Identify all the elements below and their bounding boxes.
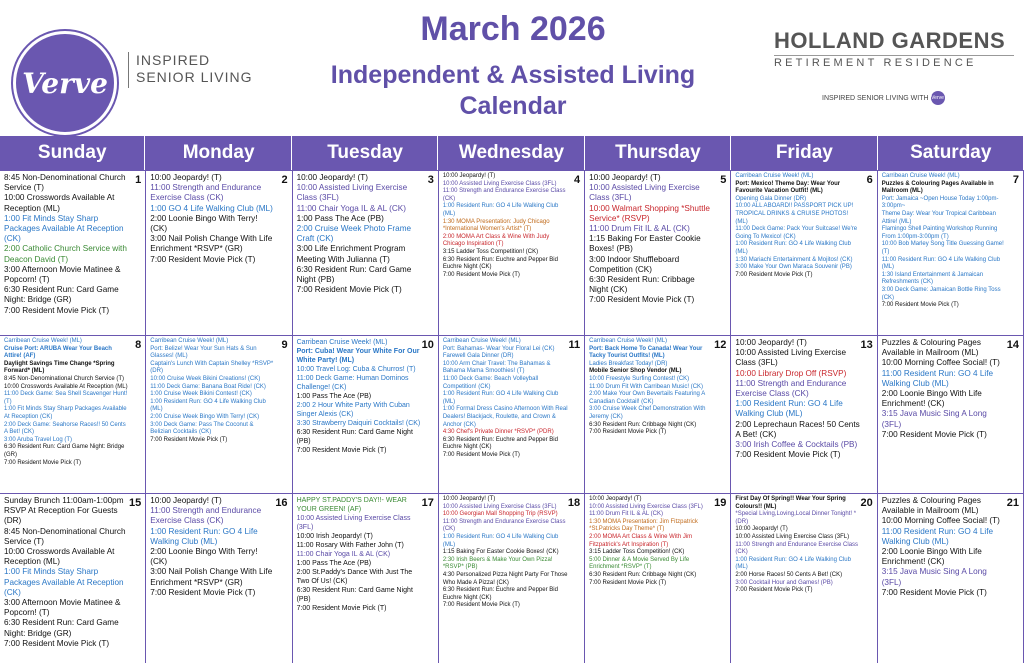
logo-tagline: INSPIRED SENIOR LIVING [136, 52, 253, 85]
day-number: 10 [421, 339, 434, 351]
logo-divider [128, 52, 129, 88]
day-number: 5 [720, 174, 727, 186]
event-item: 3:00 Cruise Week Chef Demonstration With Jeremy (CK) [589, 406, 706, 420]
event-item: 7:00 Resident Movie Pick (T) [4, 638, 110, 648]
weekday-saturday: Saturday [879, 136, 1024, 170]
event-item: Carribean Cruise Week! (ML) [296, 339, 388, 346]
event-item: 11:00 Deck Game: Pack Your Suitcase! We're Going To Mexico! (CK) [735, 226, 858, 240]
event-item: 2:00 St.Paddy's Dance With Just The Two Of Us! (CK) [296, 569, 413, 585]
event-item: 6:30 Resident Run: Card Game Night: Bridge (GR) [4, 618, 119, 638]
event-item: 10:00 Assisted Living Exercise Class (3FL) [735, 533, 850, 540]
title-subtitle: Independent & Assisted Living [330, 61, 696, 89]
event-item: 10:00 Irish Jeopardy! (T) [296, 533, 373, 540]
event-item: 6:30 Resident Run: Card Game Night (PB) [296, 429, 413, 445]
event-item: 3:00 Afternoon Movie Matinee & Popcorn! (T) [4, 598, 121, 618]
event-item: 11:00 Resident Run: GO 4 Life Walking Club (ML) [881, 526, 994, 546]
event-item: 11:00 Deck Game: Human Dominos Challenge! (CK) [296, 375, 409, 391]
event-item: 11:00 Strength and Endurance Exercise Class (CK) [442, 518, 566, 533]
event-item: Port: Jamaica ~Open House Today 1:00pm-3:00pm~ [881, 195, 999, 210]
event-item: Port: Bahamas- Wear Your Floral Lei (CK) [442, 345, 555, 352]
event-item: 1:00 Cruise Week Bikini Contest! (CK) [150, 391, 252, 398]
event-item: 1:15 Baking For Easter Cookie Boxes! (CK) [442, 549, 559, 556]
event-item: 1:30 Island Entertainment & Jamaican Refreshments (CK) [881, 271, 984, 286]
event-item: 7:00 Resident Movie Pick (T) [881, 302, 959, 309]
day-cell-19 [585, 494, 731, 663]
residence-subtitle: RETIREMENT RESIDENCE [774, 55, 1014, 69]
event-item: 2:00 Catholic Church Service with Deacon David (T) [4, 244, 127, 264]
residence-tag-text: INSPIRED SENIOR LIVING WITH [822, 94, 929, 102]
event-item: 7:00 Resident Movie Pick (T) [442, 602, 520, 609]
event-item: 3:00 Deck Game: Pass The Coconut & Belizian Cocktails (CK) [150, 421, 254, 436]
event-item: 6:30 Resident Run: Cribbage Night (CK) [589, 421, 697, 428]
event-item: 1:00 GO 4 Life Walking Club (ML) [150, 203, 273, 213]
event-item: 7:00 Resident Movie Pick (T) [442, 271, 520, 278]
event-item: 3:15 Java Music Sing A Long (3FL) [881, 567, 987, 587]
event-item: 7:00 Resident Movie Pick (T) [735, 587, 813, 594]
event-item: 1:00 Resident Run: GO 4 Life Walking Club (ML) [735, 241, 851, 255]
event-item: 2:00 Leprechaun Races! 50 Cents A Bet! (CK) [735, 419, 860, 439]
event-item: 10:00 Jeopardy! (T) [296, 173, 369, 182]
calendar-title [270, 8, 756, 121]
event-item: 3:00 Irish Coffee & Cocktails (PB) [735, 440, 858, 450]
day-number: 17 [421, 497, 434, 509]
event-item: 10:00 ALL ABOARD!! PASSPORT PICK UP! TROPICAL DRINKS & CRUISE PHOTOS! (ML) [735, 203, 854, 225]
event-item: 10:00 Crosswords Available At Reception (ML) [4, 383, 128, 390]
event-item: 2:00 Cruise Week Photo Frame Craft (CK) [296, 224, 412, 244]
event-item: 10:00 Jeopardy! (T) [442, 496, 496, 502]
day-cell-11 [439, 336, 585, 494]
day-cell-14 [878, 336, 1024, 494]
event-item: Puzzles & Colouring Pages Available in Mailroom (ML) [881, 180, 994, 195]
event-item: Theme Day: Wear Your Tropical Caribbean Attire! (ML) [881, 210, 996, 225]
event-item: 11:00 Strength and Endurance Exercise Class (CK) [442, 188, 566, 202]
day-cell-20 [731, 494, 877, 663]
event-item: Carribean Cruise Week! (ML) [150, 338, 229, 344]
day-cell-13 [731, 336, 877, 494]
event-item: Carribean Cruise Week! (ML) [881, 173, 960, 179]
event-item: 7:00 Resident Movie Pick (T) [589, 429, 667, 436]
day-cell-16 [146, 494, 292, 663]
event-item: 6:30 Resident Run: Euchre and Pepper Bid Euchre Night (CK) [442, 587, 558, 601]
weekday-friday: Friday [732, 136, 877, 170]
event-item: 10:00 Jeopardy! (T) [150, 496, 222, 505]
event-item: 3:15 Ladder Toss Competition! (CK) [589, 549, 685, 556]
event-item: *Special Living,Loving,Local Dinner Tonight! * (DR) [735, 511, 857, 525]
event-item: 7:00 Resident Movie Pick (T) [735, 271, 813, 278]
event-item: 10:00 Travel Log: Cuba & Churros! (T) [296, 366, 416, 373]
day-number: 9 [281, 339, 288, 351]
verve-mini-logo: Verve [931, 91, 945, 105]
weekday-monday: Monday [146, 136, 291, 170]
day-cell-9 [146, 336, 292, 494]
event-item: 11:00 Rosary With Father John (T) [296, 542, 404, 549]
event-item: 11:00 Strength and Endurance Exercise Class (CK) [150, 183, 262, 203]
calendar-header [0, 0, 1024, 136]
event-item: 3:00 Aruba Travel Log (T) [4, 436, 73, 443]
event-item: 1:30 Mariachi Entertainment & Mojitos! (CK) [735, 256, 853, 263]
event-item: 2:00 Deck Game: Seahorse Races!! 50 Cents A Bet! (CK) [4, 421, 126, 436]
event-item: 2:00 MOMA Art Class & Wine With Judy Chicago Inspiration (T) [442, 233, 550, 248]
day-cell-8 [0, 336, 146, 494]
event-item: 3:00 Nail Polish Change With Life Enrichment *RSVP* (GR) [150, 234, 273, 254]
event-item: 11:00 Drum Fit IL & AL (CK) [589, 224, 690, 234]
event-item: 10:00 Jeopardy! (T) [589, 496, 642, 502]
event-item: Daylight Savings Time Change *Spring Forward* (ML) [4, 360, 115, 375]
event-item: 10:00 Assisted Living Exercise Class (3FL) [589, 183, 700, 203]
day-number: 14 [1006, 339, 1019, 351]
event-item: 1:00 Resident Run: GO 4 Life Walking Club (ML) [735, 399, 843, 419]
event-item: Port: Belize! Wear Your Sun Hats & Sun Glasses! (ML) [150, 345, 257, 360]
event-item: 7:00 Resident Movie Pick (T) [589, 295, 695, 305]
event-item: 10:00 Assisted Living Exercise Class (3FL) [442, 503, 557, 510]
event-item: Carribean Cruise Week! (ML) [589, 338, 668, 344]
event-item: 4:30 Chef's Private Dinner *RSVP* (PDR) [442, 429, 554, 436]
event-item: 7:00 Resident Movie Pick (T) [589, 579, 667, 586]
event-item: 5:00 Dinner & A Movie Served By Life Enrichment *RSVP* (T) [589, 556, 690, 571]
event-item: Puzzles & Colouring Pages Available in Mailroom (ML) [881, 496, 981, 516]
event-item: 11:00 Strength and Endurance Exercise Class (CK) [735, 378, 847, 399]
event-item: 1:00 Fit Minds Stay Sharp Packages Available At Reception (CK) [4, 213, 124, 244]
event-item: 7:00 Resident Movie Pick (T) [296, 605, 387, 612]
event-item: 2:00 2 Hour White Party With Cuban Singer Alexis (CK) [296, 402, 410, 418]
event-item: 7:00 Resident Movie Pick (T) [4, 459, 82, 466]
day-number: 18 [567, 497, 581, 509]
event-item: 1:00 Resident Run: GO 4 Life Walking Club (ML) [442, 391, 559, 405]
event-item: 10:00 Jeopardy! (T) [442, 173, 496, 179]
event-item: 11:00 Deck Game: Sea Shell Scavenger Hunt! (T) [4, 391, 128, 405]
event-item: Carribean Cruise Week! (ML) [442, 338, 521, 344]
day-cell-21 [878, 494, 1024, 663]
title-month: March 2026 [420, 10, 606, 48]
event-item: 10:00 Walmart Shopping *Shuttle Service* (RSVP) [589, 203, 710, 223]
day-cell-15 [0, 494, 146, 663]
day-cell-10 [293, 336, 439, 494]
event-item: 3:00 Afternoon Movie Matinee & Popcorn! (T) [4, 264, 121, 285]
event-item: 7:00 Resident Movie Pick (T) [881, 587, 987, 597]
event-item: 11:00 Strength and Endurance Exercise Class (CK) [150, 506, 262, 526]
event-item: 3:30 Strawberry Daiquiri Cocktails! (CK) [296, 420, 421, 427]
event-item: 10:00 Jeopardy! (T) [150, 173, 222, 182]
day-cell-7 [878, 171, 1024, 336]
day-cell-3 [293, 171, 439, 336]
day-number: 13 [860, 339, 873, 351]
event-item: 3:00 Cocktail Hour and Games! (PB) [735, 579, 833, 586]
event-item: 3:15 Ladder Toss Competition! (CK) [442, 248, 539, 255]
event-item: 7:00 Resident Movie Pick (T) [881, 429, 987, 439]
event-item: 10:00 Assisted Living Exercise Class (3FL) [442, 180, 557, 187]
event-item: 6:30 Resident Run: Euchre and Pepper Bid Euchre Night (CK) [442, 256, 558, 271]
verve-logo: Verve [13, 31, 117, 135]
event-item: 10:00 Jeopardy! (T) [735, 338, 807, 347]
event-item: Opening Gala Dinner (DR) [735, 195, 807, 202]
day-number: 8 [135, 339, 142, 351]
event-item: 11:00 Drum Fit With Carribean Music! (CK) [589, 383, 704, 390]
event-item: 6:30 Resident Run: Cribbage Night (CK) [589, 571, 697, 578]
event-item: 6:30 Resident Run: Cribbage Night (CK) [589, 275, 695, 295]
event-item: 11:00 Strength and Endurance Exercise Class (CK) [735, 541, 859, 556]
event-item: Carribean Cruise Week! (ML) [735, 173, 814, 179]
event-item: 10:00 Assisted Living Exercise Class (3FL) [296, 183, 408, 203]
event-item: 11:00 Resident Run: GO 4 Life Walking Club (ML) [881, 368, 994, 388]
event-item: 6:30 Resident Run: Card Game Night (PB) [296, 587, 413, 603]
event-item: 1:00 Fit Minds Stay Sharp Packages Available At Reception (CK) [4, 567, 124, 597]
weekday-thursday: Thursday [586, 136, 731, 170]
event-item: 2:00 Horse Races! 50 Cents A Bet! (CK) [735, 571, 843, 578]
event-item: Port: Back Home To Canada! Wear Your Tacky Tourist Outfits! (ML) [589, 345, 703, 360]
event-item: Port: Mexico! Theme Day: Wear Your Favourite Vacation Outfit! (ML) [735, 180, 841, 195]
event-item: 3:00 Make Your Own Maraca Souvenir (PB) [735, 264, 852, 271]
event-item: 11:00 Deck Game: Banana Boat Ride! (CK) [150, 383, 266, 390]
event-item: 1:00 Resident Run: GO 4 Life Walking Club (ML) [442, 533, 559, 548]
day-number: 7 [1012, 174, 1019, 186]
weekday-sunday: Sunday [0, 136, 145, 170]
calendar-grid [0, 170, 1024, 663]
event-item: 10:00 Assisted Living Exercise Class (3FL) [589, 503, 703, 510]
day-cell-2 [146, 171, 292, 336]
event-item: 10:00 Cruise Week Bikini Creations! (CK) [150, 375, 261, 382]
event-item: 1:00 Resident Run: GO 4 Life Walking Club (ML) [735, 556, 851, 571]
day-cell-18 [439, 494, 585, 663]
event-item: 10:00 Bob Marley Song Title Guessing Game! (T) [881, 241, 1004, 255]
event-item: 1:30 MOMA Presentation: Judy Chicago *International Women's Artist* (T) [442, 218, 550, 233]
event-item: 2:00 Loonie Bingo With Terry! (CK) [150, 213, 258, 234]
day-number: 19 [714, 497, 727, 509]
day-cell-4 [439, 171, 585, 336]
event-item: 11:00 Resident Run: GO 4 Life Walking Club (ML) [881, 256, 1001, 271]
event-item: 8:45 Non-Denominational Church Service (T) [4, 375, 125, 382]
event-item: 1:00 Pass The Ace (PB) [296, 560, 372, 567]
day-number: 2 [281, 174, 288, 186]
event-item: Ladies Breakfast Today! (DR) [589, 360, 668, 367]
event-item: Sunday Brunch 11:00am-1:00pm RSVP At Reception For Guests (DR) [4, 496, 124, 526]
event-item: 7:00 Resident Movie Pick (T) [150, 587, 256, 597]
event-item: 3:15 Java Music Sing A Long (3FL) [881, 409, 987, 429]
event-item: 8:45 Non-Denominational Church Service (T) [4, 173, 126, 193]
event-item: 10:00 Jeopardy! (T) [735, 526, 788, 533]
event-item: 1:00 Resident Run: GO 4 Life Walking Club (ML) [150, 526, 258, 546]
event-item: 1:00 Resident Run: GO 4 Life Walking Club (ML) [442, 203, 559, 217]
day-number: 1 [135, 174, 142, 186]
event-item: 1:00 Pass The Ace (PB) [296, 393, 372, 400]
event-item: 11:00 Chair Yoga IL & AL (CK) [296, 551, 391, 558]
event-item: 7:00 Resident Movie Pick (T) [296, 447, 387, 454]
event-item: 10:00 Assisted Living Exercise Class (3FL) [296, 515, 411, 531]
event-item: 7:00 Resident Movie Pick (T) [150, 436, 228, 443]
event-item: 2:00 Make Your Own Bevertails Featuring A Canadian Cocktail! (CK) [589, 391, 705, 405]
weekday-tuesday: Tuesday [293, 136, 438, 170]
event-item: Mobile Senior Shop Vendor (ML) [589, 368, 682, 375]
event-item: 10:00 Arm Chair Travel: The Bahamas & Bahama Mama Smoothies! (T) [442, 360, 551, 375]
event-item: HAPPY ST.PADDY'S DAY!!- WEAR YOUR GREEN! (AF) [296, 497, 407, 513]
event-item: 6:30 Resident Run: Card Game Night: Bridge (GR) [4, 444, 125, 458]
event-item: 10:00 Crosswords Available At Reception (ML) [4, 547, 115, 567]
event-item: 10:00 Library Drop Off (RSVP) [735, 368, 847, 378]
event-item: 7:00 Resident Movie Pick (T) [296, 285, 402, 295]
event-item: 3:00 Nail Polish Change With Life Enrichment *RSVP* (GR) [150, 567, 273, 587]
event-item: 1:00 Fit Minds Stay Sharp Packages Available At Reception (CK) [4, 406, 127, 420]
event-item: 10:00 Morning Coffee Social! (T) [881, 358, 1000, 368]
event-item: 2:00 Cruise Week Bingo With Terry! (CK) [150, 413, 260, 420]
event-item: 3:00 Indoor Shuffleboard Competition (CK) [589, 254, 680, 274]
event-item: 7:00 Resident Movie Pick (T) [442, 451, 520, 458]
day-cell-17 [293, 494, 439, 663]
day-number: 20 [860, 497, 873, 509]
day-cell-1 [0, 171, 146, 336]
event-item: 2:00 MOMA Art Class & Wine With Jim Fitzpatrick's Art Inspiration (T) [589, 533, 693, 548]
event-item: 10:00 Crosswords Available At Reception (ML) [4, 193, 115, 213]
event-item: 10:00 Morning Coffee Social! (T) [881, 516, 1000, 526]
event-item: 6:30 Resident Run: Card Game Night (PB) [296, 264, 412, 285]
event-item: 1:00 Pass The Ace (PB) [296, 213, 384, 223]
event-item: 10:00 Freestyle Surfing Contest! (CK) [589, 375, 690, 382]
day-number: 3 [427, 174, 434, 186]
event-item: 11:00 Drum Fit IL & AL (CK) [589, 511, 663, 518]
day-cell-5 [585, 171, 731, 336]
day-number: 16 [275, 497, 288, 509]
event-item: 7:00 Resident Movie Pick (T) [735, 450, 841, 460]
event-item: Port: Cuba! Wear Your White For Our White Party! (ML) [296, 348, 420, 364]
event-item: 1:00 Formal Dress Casino Afternoon With Real Dealers! Blackjack, Roulette, and Crown & Anchor (CK) [442, 406, 568, 428]
event-item: 3:00 Life Enrichment Program Meeting With Julianna (T) [296, 244, 406, 264]
residence-tagline [822, 91, 1014, 105]
event-item: 7:00 Resident Movie Pick (T) [4, 305, 110, 315]
weekday-wednesday: Wednesday [439, 136, 584, 170]
event-item: Puzzles & Colouring Pages Available in Mailroom (ML) [881, 338, 981, 358]
event-item: 6:30 Resident Run: Euchre and Pepper Bid Euchre Night (CK) [442, 436, 558, 451]
event-item: 10:00 Jeopardy! (T) [589, 173, 661, 182]
event-item: Farewell Gala Dinner (DR) [442, 353, 514, 360]
residence-name: HOLLAND GARDENS [774, 28, 1006, 53]
day-number: 21 [1006, 497, 1019, 509]
event-item: 7:00 Resident Movie Pick (T) [150, 254, 256, 264]
event-item: Cruise Port: ARUBA Wear Your Beach Attire! (AF) [4, 345, 112, 360]
event-item: 1:30 MOMA Presentation: Jim Fitzpatrick *St.Patricks Day Theme* (T) [589, 518, 698, 533]
event-item: Carribean Cruise Week! (ML) [4, 338, 82, 344]
day-cell-6 [731, 171, 877, 336]
day-number: 6 [866, 174, 873, 186]
event-item: 11:00 Deck Game: Beach Volleyball Competition! (CK) [442, 375, 539, 390]
event-item: 8:45 Non-Denominational Church Service (T) [4, 526, 126, 546]
holland-gardens-logo [774, 28, 1014, 105]
event-item: 6:30 Resident Run: Card Game Night: Bridge (GR) [4, 285, 119, 305]
weekday-header-row [0, 136, 1024, 170]
event-item: 11:00 Chair Yoga IL & AL (CK) [296, 203, 406, 213]
event-item: 10:00 Georgian Mall Shopping Trip (RSVP) [442, 511, 558, 518]
event-item: 2:00 Loonie Bingo With Life Enrichment! (CK) [881, 547, 982, 567]
event-item: 4:30 Personalized Pizza Night Party For Those Who Made A Pizza! (CK) [442, 571, 568, 586]
title-calendar: Calendar [459, 92, 567, 120]
event-item: 1:00 Resident Run: GO 4 Life Walking Club (ML) [150, 398, 266, 413]
day-number: 11 [568, 339, 581, 351]
event-item: 3:00 Deck Game: Jamaican Bottle Ring Toss (CK) [881, 286, 1001, 301]
event-item: First Day Of Spring!! Wear Your Spring Colours!! (ML) [735, 496, 846, 510]
day-cell-12 [585, 336, 731, 494]
day-number: 12 [714, 339, 727, 351]
day-number: 15 [129, 497, 142, 509]
event-item: 10:00 Assisted Living Exercise Class (3FL) [735, 348, 847, 368]
event-item: Captain's Lunch With Captain Shelley *RSVP* (DR) [150, 360, 274, 375]
day-number: 4 [574, 174, 581, 186]
event-item: Flamingo Shell Painting Workshop Running From 1:00pm-3:00pm (T) [881, 226, 998, 240]
event-item: 1:15 Baking For Easter Cookie Boxes! (PB) [589, 234, 701, 254]
event-item: 2:00 Loonie Bingo With Life Enrichment! (CK) [881, 389, 982, 409]
event-item: 2:00 Loonie Bingo With Terry! (CK) [150, 547, 258, 567]
event-item: 2:30 Irish Beers & Make Your Own Pizza! *RSVP* (PB) [442, 556, 553, 571]
